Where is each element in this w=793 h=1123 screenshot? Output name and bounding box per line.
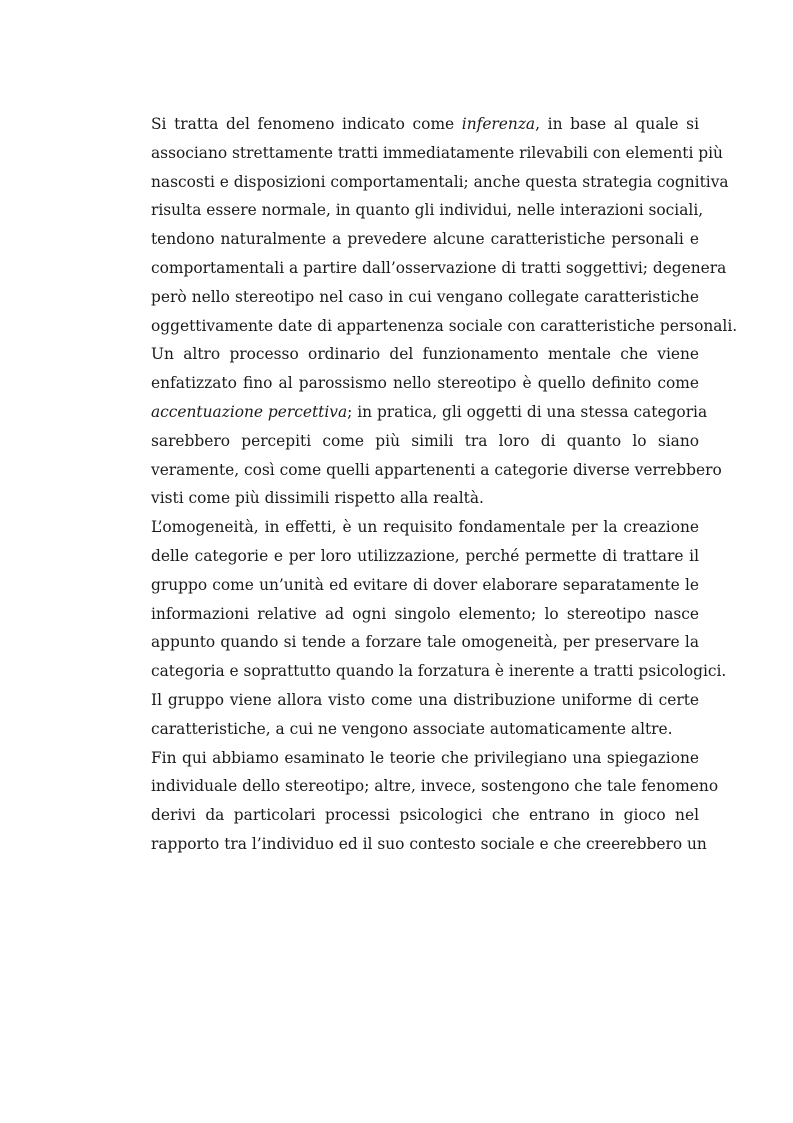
text-run: Il gruppo viene allora visto come una distribuzione uniforme di certe bbox=[151, 690, 699, 709]
text-run: sarebbero percepiti come più simili tra loro di quanto lo siano bbox=[151, 431, 699, 450]
text-run: individuale dello stereotipo; altre, invece, sostengono che tale fenomeno bbox=[151, 777, 719, 796]
text-line bbox=[151, 571, 699, 600]
text-run: appunto quando si tende a forzare tale omogeneità, per preservare la bbox=[151, 633, 699, 652]
text-run: derivi da particolari processi psicologici che entrano in gioco nel bbox=[151, 806, 699, 825]
paragraph bbox=[151, 110, 738, 340]
text-run: Un altro processo ordinario del funzionamento mentale che viene bbox=[151, 345, 699, 364]
text-run: , in base al quale si bbox=[535, 115, 699, 133]
text-line bbox=[151, 398, 708, 427]
text-line bbox=[151, 225, 699, 254]
text-run: caratteristiche, a cui ne vengono associate automaticamente altre. bbox=[151, 719, 673, 738]
text-line bbox=[151, 110, 699, 139]
text-run: gruppo come un’unità ed evitare di dover elaborare separatamente le bbox=[151, 575, 699, 594]
text-run: però nello stereotipo nel caso in cui vengano collegate caratteristiche bbox=[151, 287, 699, 306]
text-line bbox=[151, 427, 699, 456]
italic-term: accentuazione percettiva bbox=[151, 402, 348, 421]
text-run: delle categorie e per loro utilizzazione, perché permette di trattare il bbox=[151, 546, 699, 565]
text-run: ; in pratica, gli oggetti di una stessa categoria bbox=[347, 402, 708, 421]
italic-term: inferenza bbox=[461, 115, 536, 133]
text-line bbox=[151, 628, 699, 657]
text-line bbox=[151, 801, 699, 830]
text-line bbox=[151, 600, 699, 629]
text-run: Si tratta del fenomeno indicato come bbox=[151, 115, 462, 133]
text-line bbox=[151, 484, 699, 513]
text-line bbox=[151, 830, 707, 859]
text-line bbox=[151, 283, 699, 312]
text-line bbox=[151, 744, 699, 773]
text-run: visti come più dissimili rispetto alla realtà. bbox=[151, 489, 484, 508]
text-line bbox=[151, 254, 727, 283]
paragraph bbox=[151, 340, 722, 513]
text-run: veramente, così come quelli appartenenti a categorie diverse verrebbero bbox=[151, 460, 722, 479]
text-line bbox=[151, 369, 699, 398]
text-run: Fin qui abbiamo esaminato le teorie che privilegiano una spiegazione bbox=[151, 748, 699, 767]
text-line bbox=[151, 715, 699, 744]
text-run: nascosti e disposizioni comportamentali; anche questa strategia cognitiva bbox=[151, 172, 729, 191]
text-line bbox=[151, 686, 699, 715]
text-line bbox=[151, 657, 727, 686]
paragraph bbox=[151, 513, 727, 743]
text-line bbox=[151, 340, 699, 369]
text-line bbox=[151, 513, 699, 542]
text-line bbox=[151, 772, 719, 801]
text-line bbox=[151, 312, 738, 341]
text-run: L’omogeneità, in effetti, è un requisito fondamentale per la creazione bbox=[151, 518, 699, 537]
text-run: oggettivamente date di appartenenza sociale con caratteristiche personali. bbox=[151, 316, 738, 335]
text-run: risulta essere normale, in quanto gli individui, nelle interazioni sociali, bbox=[151, 201, 704, 220]
text-line bbox=[151, 456, 722, 485]
paragraph bbox=[151, 744, 719, 859]
text-line bbox=[151, 168, 729, 197]
text-run: categoria e soprattutto quando la forzatura è inerente a tratti psicologici. bbox=[151, 662, 727, 681]
text-line bbox=[151, 196, 704, 225]
text-run: informazioni relative ad ogni singolo elemento; lo stereotipo nasce bbox=[151, 604, 699, 623]
text-run: associano strettamente tratti immediatamente rilevabili con elementi più bbox=[151, 143, 723, 162]
body-text bbox=[151, 110, 738, 859]
text-line bbox=[151, 139, 723, 168]
text-run: comportamentali a partire dall’osservazione di tratti soggettivi; degenera bbox=[151, 258, 727, 277]
text-run: enfatizzato fino al parossismo nello stereotipo è quello definito come bbox=[151, 374, 699, 393]
text-line bbox=[151, 542, 699, 571]
text-run: rapporto tra l’individuo ed il suo contesto sociale e che creerebbero un bbox=[151, 834, 707, 853]
text-run: tendono naturalmente a prevedere alcune caratteristiche personali e bbox=[151, 230, 699, 249]
